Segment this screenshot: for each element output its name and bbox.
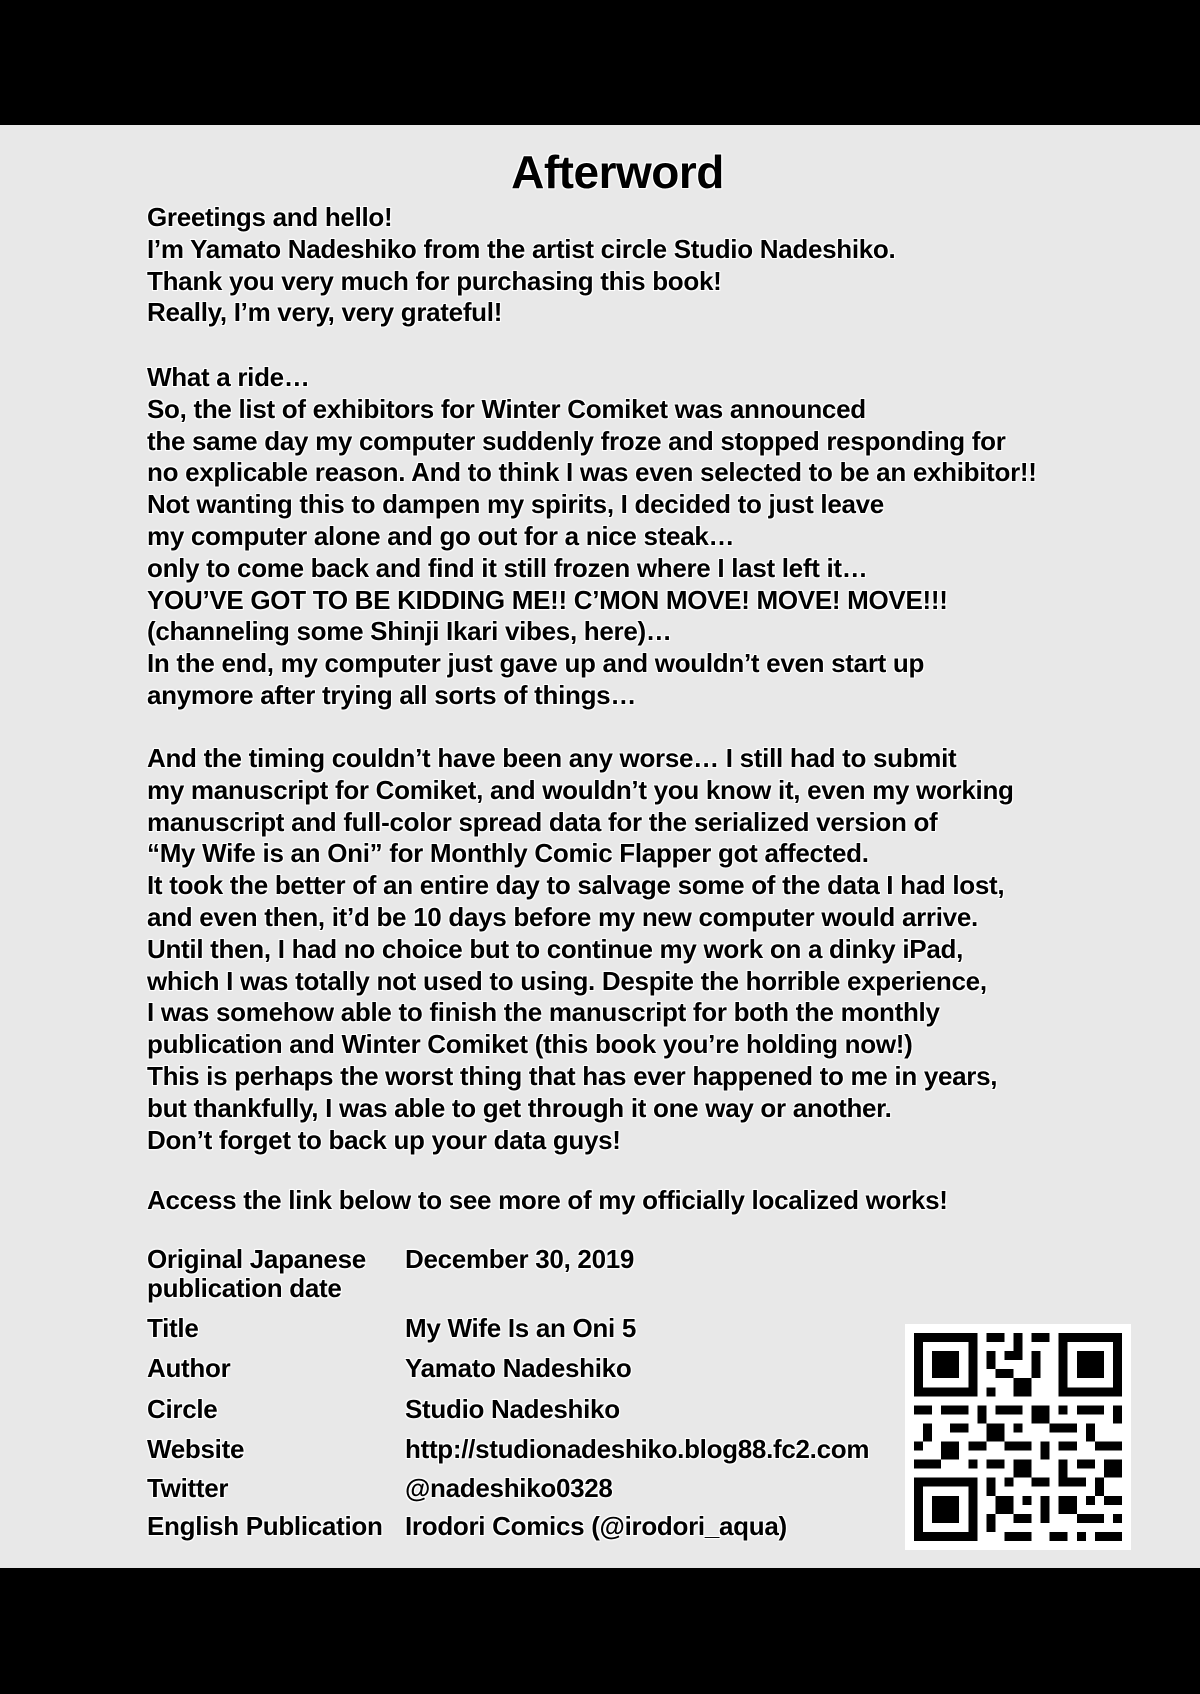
page-title: Afterword [511, 146, 724, 198]
text-line: Not wanting this to dampen my spirits, I decided to just leave [147, 489, 884, 520]
info-value: My Wife Is an Oni 5 [405, 1313, 637, 1343]
qr-code-icon[interactable] [905, 1324, 1131, 1550]
info-value: Yamato Nadeshiko [405, 1353, 632, 1383]
bottom-black-border [0, 1568, 1200, 1694]
text-line: Thank you very much for purchasing this book! [147, 265, 722, 296]
paragraph-greeting [147, 202, 1087, 329]
info-label: Website [147, 1434, 245, 1464]
text-line: It took the better of an entire day to salvage some of the data I had lost, [147, 870, 1005, 901]
text-line: which I was totally not used to using. Despite the horrible experience, [147, 965, 987, 996]
text-line: anymore after trying all sorts of things… [147, 679, 637, 710]
text-line: And the timing couldn’t have been any worse… I still had to submit [147, 743, 957, 773]
text-line: This is perhaps the worst thing that has ever happened to me in years, [147, 1060, 998, 1091]
text-line: What a ride… [147, 362, 310, 392]
info-label: Original Japanese publication date [147, 1244, 366, 1303]
text-line: but thankfully, I was able to get through it one way or another. [147, 1092, 892, 1123]
info-value: December 30, 2019 [405, 1244, 635, 1274]
top-black-border [0, 0, 1200, 125]
text-line: “My Wife is an Oni” for Monthly Comic Flapper got affected. [147, 838, 869, 869]
text-line: no explicable reason. And to think I was even selected to be an exhibitor!! [147, 457, 1037, 488]
info-label: Twitter [147, 1473, 229, 1503]
text-line: my computer alone and go out for a nice steak… [147, 520, 735, 551]
text-line: Really, I’m very, very grateful! [147, 297, 503, 328]
text-line: Greetings and hello! [147, 202, 393, 232]
text-line: publication and Winter Comiket (this book you’re holding now!) [147, 1029, 913, 1060]
info-label: Circle [147, 1394, 218, 1424]
paragraph-access-link [147, 1185, 1087, 1217]
info-label: Title [147, 1313, 199, 1343]
paragraph-computer-froze [147, 362, 1087, 712]
info-label: Author [147, 1353, 231, 1383]
text-line: Don’t forget to back up your data guys! [147, 1124, 621, 1155]
text-line: YOU’VE GOT TO BE KIDDING ME!! C’MON MOVE! MOVE! MOVE!!! [147, 584, 948, 615]
text-line: In the end, my computer just gave up and wouldn’t even start up [147, 648, 925, 679]
afterword-page [0, 125, 1200, 1568]
text-line: Access the link below to see more of my officially localized works! [147, 1185, 948, 1215]
info-value: Irodori Comics (@irodori_aqua) [405, 1511, 787, 1541]
text-line: only to come back and find it still frozen where I last left it… [147, 552, 868, 583]
text-line: I was somehow able to finish the manuscript for both the monthly [147, 997, 940, 1028]
text-line: my manuscript for Comiket, and wouldn’t you know it, even my working [147, 774, 1014, 805]
text-line: Until then, I had no choice but to continue my work on a dinky iPad, [147, 933, 963, 964]
info-value: Studio Nadeshiko [405, 1394, 620, 1424]
paragraph-timing [147, 743, 1087, 1156]
info-label: English Publication [147, 1511, 383, 1541]
text-line: So, the list of exhibitors for Winter Comiket was announced [147, 393, 866, 424]
text-line: I’m Yamato Nadeshiko from the artist circle Studio Nadeshiko. [147, 233, 896, 264]
text-line: and even then, it’d be 10 days before my new computer would arrive. [147, 901, 978, 932]
text-line: the same day my computer suddenly froze and stopped responding for [147, 425, 1006, 456]
info-value: @nadeshiko0328 [405, 1473, 613, 1503]
text-line: (channeling some Shinji Ikari vibes, here)… [147, 616, 672, 647]
info-value website-link[interactable]: http://studionadeshiko.blog88.fc2.com [405, 1434, 870, 1464]
text-line: manuscript and full-color spread data for the serialized version of [147, 806, 938, 837]
